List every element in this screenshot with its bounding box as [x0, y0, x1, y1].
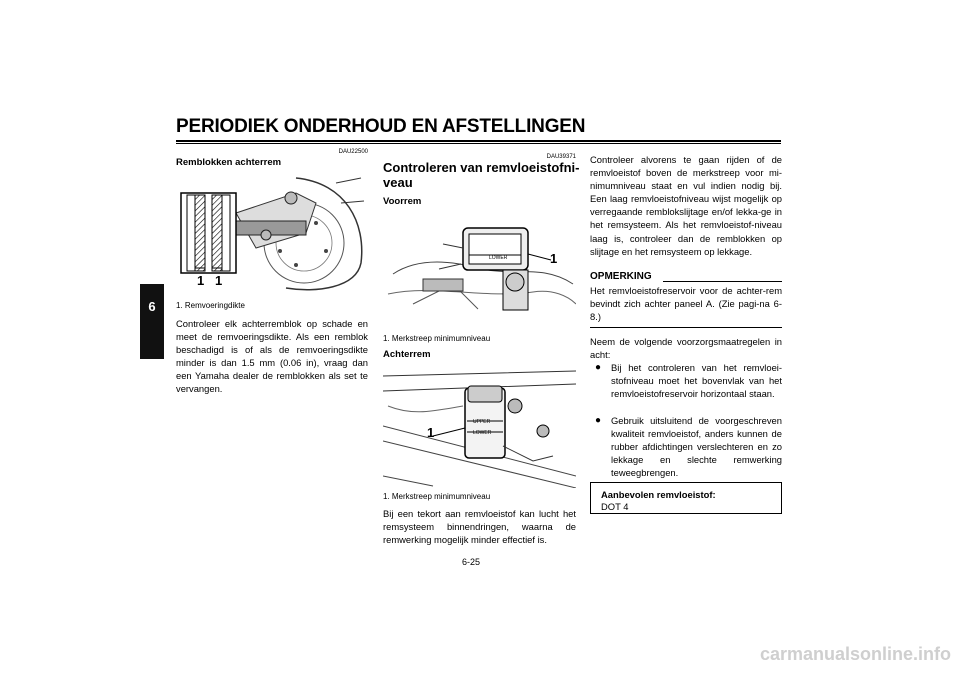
figure-callout-1: 1 [427, 425, 435, 440]
figure-caption: 1. Merkstreep minimumniveau [383, 334, 491, 343]
bullet-icon: ● [595, 362, 602, 373]
box-value: DOT 4 [601, 501, 629, 512]
front-reservoir-illustration [383, 214, 576, 327]
page-number: 6-25 [462, 557, 481, 567]
rear-brake-reservoir-figure [383, 366, 576, 488]
lower-mark-text: LOWER [473, 430, 492, 436]
watermark: carmanualsonline.info [760, 644, 952, 664]
rear-brake-pad-figure [176, 173, 368, 293]
title-rule [176, 140, 781, 142]
title-rule-thin [176, 143, 781, 144]
precautions-intro: Neem de volgende voorzorgsmaatregelen in acht: [590, 336, 782, 361]
recommended-fluid-box [590, 482, 782, 514]
note-heading-rule [663, 281, 782, 282]
note-text: Het remvloeistofreservoir voor de achter-rem bevindt zich achter paneel A. (Zie pagi-na 6-8.) [590, 285, 782, 323]
subheading-front-brake: Voorrem [383, 196, 422, 207]
note-heading: OPMERKING [590, 271, 652, 282]
bullet-item: ● Bij het controleren van het remvloei-stofniveau moet het bovenvlak van het remvloeistofreservoir horizontaal staan. [595, 362, 782, 400]
figure-callout-1a: 1 [197, 273, 205, 288]
figure-callout-1b: 1 [215, 273, 223, 288]
body-paragraph: Controleer alvorens te gaan rijden of de remvloeistof boven de merkstreep voor mi-nimumniveau staat en vul indien nodig bij. Een laag remvloeistofniveau wijst mogelijk op verregaande remblokslijtage en/of lekka-ge in het remsysteem. Als het remvloeistof-niveau laag is, controleer dan de remblokken op slijtage en het remsysteem op lekkage. [590, 154, 782, 257]
lower-mark-text: LOWER [489, 255, 508, 261]
section-heading: Controleren van remvloeistofni- veau [383, 160, 580, 190]
chapter-tab: 6 [140, 284, 164, 359]
section-heading: Remblokken achterrem [176, 157, 282, 168]
figure-caption: 1. Merkstreep minimumniveau [383, 492, 491, 501]
bullet-item: ● Gebruik uitsluitend de voorgeschreven kwaliteit remvloeistof, anders kunnen de rubber afdichtingen verslechteren en zo lekkage en slechte remwerking teweegbrengen. [595, 415, 782, 479]
note-bottom-rule [590, 327, 782, 328]
rear-reservoir-illustration [383, 366, 576, 488]
upper-mark-text: UPPER [473, 419, 491, 425]
section-code: DAU22500 [338, 149, 368, 155]
subheading-rear-brake: Achterrem [383, 349, 431, 360]
figure-callout-1: 1 [550, 251, 558, 266]
figure-caption: 1. Remvoeringdikte [176, 301, 245, 310]
brake-pad-illustration [176, 173, 368, 293]
section-code: DAU39371 [546, 154, 576, 160]
body-paragraph: Controleer elk achterremblok op schade en meet de remvoeringsdikte. Als een remblok beschadigd is of als de remvoeringsdikte minder is dan 1.5 mm (0.06 in), vraag dan een Yamaha dealer de remblokken als set te vervangen. [176, 318, 368, 395]
page-title: PERIODIEK ONDERHOUD EN AFSTELLINGEN [176, 116, 586, 137]
body-paragraph: Bij een tekort aan remvloeistof kan lucht het remsysteem binnendringen, waarna de remwerking mogelijk minder effectief is. [383, 508, 576, 546]
front-brake-reservoir-figure [383, 214, 576, 327]
bullet-icon: ● [595, 415, 602, 426]
box-title: Aanbevolen remvloeistof: [601, 489, 716, 500]
